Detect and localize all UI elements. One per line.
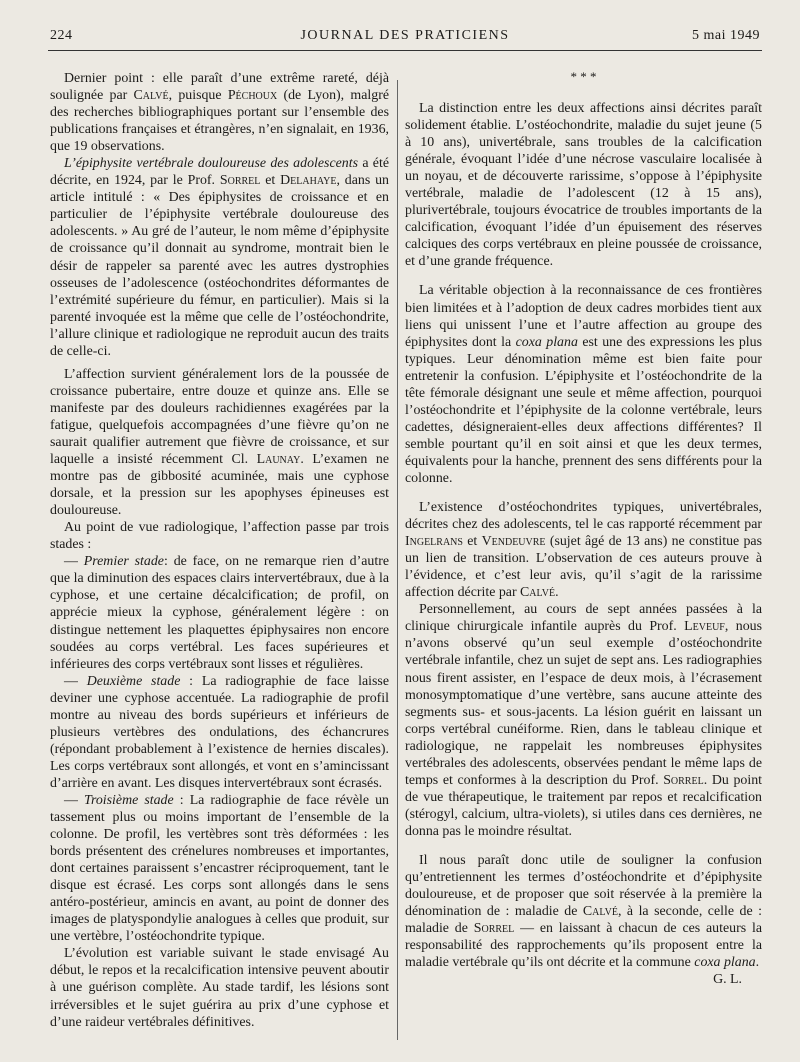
paragraph-rarity: Dernier point : elle paraît d’une extrême rareté, déjà soulignée par Calvé, puisque Péchoux (de Lyon), malgré des recherches bibliographiques portant sur l’ensemble des publications françaises et étrangères, n’en signalait, en 1936, que 19 observations. [50, 71, 389, 155]
issue-date: 5 mai 1949 [692, 28, 760, 43]
page-header [50, 28, 760, 50]
paragraph-evolution: L’évolution est variable suivant le stade envisagé Au début, le repos et la recalcification intensive peuvent aboutir à une guérison complète. Au stade tardif, les lésions sont irréversibles et le sujet guérira au prix d’une cyphose et d’une raideur vertébrales définitives. [50, 946, 389, 1030]
paragraph-stage-one: — Premier stade: de face, on ne remarque rien d’autre que la diminution des espaces clairs intervertébraux, due à la cyphose, et une certaine décalcification; de profil, on apprécie mieux la cyphose, généralement légère : on distingue nettement les plaquettes épiphysaires non encore soudées au corps vertébral. Les faces supérieures et inférieures des corps vertébraux sont lisses et régulières. [50, 554, 389, 672]
paragraph-stage-two: — Deuxième stade : La radiographie de face laisse deviner une cyphose accentuée. La radiographie de profil montre au niveau des bords supérieurs et inférieurs de plusieurs vertèbres des ondulations, des échancrures (répondant probablement à l’existence de hernies discales). Les corps vertébraux sont allongés, et vont en s’amincissant d’arrière en avant. Les disques intervertébraux sont écrasés. [50, 673, 389, 791]
paragraph-stage-three: — Troisième stade : La radiographie de face révèle un tassement plus ou moins important de l’ensemble de la colonne. De profil, les vertèbres sont très déformées : les bords présentent des crénelures nombreuses et importantes, dont certaines paraissent s’encastrer réciproquement, tant le disque est écrasé. Les corps sont allongés dans le sens antéro-postérieur, amincis en avant, au point de donner des images de platyspondylie analogues à celles que produit, sur une vertèbre, l’ostéochondrite typique. [50, 792, 389, 945]
paragraph-radiology-intro: Au point de vue radiologique, l’affection passe par trois stades : [50, 520, 389, 553]
paragraph-conclusion: Il nous paraît donc utile de souligner la confusion qu’entretiennent les termes d’ostéochondrite et d’épiphysite douloureuse, et de proposer que soit réservée à la première la dénomination de : maladie de Calvé, à la seconde, celle de : maladie de Sorrel — en laissant à chacun de ces auteurs la responsabilité des rapprochements qu’ils proposent entre la maladie vertébrale qu’ils ont décrite et la commune coxa plana. [405, 852, 762, 971]
paragraph-clinical: L’affection survient généralement lors de la poussée de croissance pubertaire, entre douze et quinze ans. Elle se manifeste par des douleurs rachidiennes exagérées par la fatigue, quelquefois accompagnées d’une fièvre qu’on ne saurait qualifier autrement que fièvre de croissance, et sur laquelle a insisté récemment Cl. Launay. L’examen ne montre pas de gibbosité acuminée, mais une cyphose dorsale, et la pression sur les apophyses épineuses est douloureuse. [50, 366, 389, 519]
paragraph-personal: Personnellement, au cours de sept années passées à la clinique chirurgicale infantile auprès du Prof. Leveuf, nous n’avons observé qu’un seul exemple d’ostéochondrite vertébrale infantile, chez un sujet de sept ans. Les radiographies nous firent assister, en l’espace de deux mois, à l’écrasement monosymptomatique d’une vertèbre, sans aucune atteinte des segments sus- et sous-jacents. La lésion guérit en laissant un corps vertébral cunéiforme. Rien, dans le tableau clinique et radiologique, ne rappelait les nombreuses épiphysites vertébrales des adolescents, observées pendant le même laps de temps et conformes à la description du Prof. Sorrel. Du point de vue thérapeutique, le traitement par repos et recalcification (stérogyl, calcium, ultra-violets), si utiles dans ces dernières, ne donna pas le moindre résultat. [405, 602, 763, 839]
left-column [50, 70, 389, 1031]
page-number: 224 [50, 28, 73, 43]
column-divider [397, 80, 398, 1040]
author-signature: G. L. [713, 972, 742, 988]
paragraph-epiphysite-definition: L’épiphysite vertébrale douloureuse des adolescents a été décrite, en 1924, par le Prof. Sorrel et Delahaye, dans un article intitulé : « Des épiphysites de croissance et en particulier de l’épiphysite vertébrale douloureuse des adolescents. » Au gré de l’auteur, le nom même d’épiphysite de croissance qu’il donnait au syndrome, montrait bien le désir de rappeler sa parenté avec les autres dystrophies osseuses de l’adolescence (ostéochondrites déformantes de l’extrémité supérieure du fémur, en particulier). Mais si la parenté invoquée est la même que celle de l’ostéochondrite, l’allure clinique et radiologique ne reproduit aucun des traits de celle-ci. [50, 156, 389, 359]
right-column [405, 70, 762, 988]
section-separator: * * * [570, 69, 597, 84]
paragraph-existence: L’existence d’ostéochondrites typiques, univertébrales, décrites chez des adolescents, tel le cas rapporté récemment par Ingelrans et Vendeuvre (sujet âgé de 13 ans) ne constitue pas un lien de transition. L’observation de ces auteurs prouve à l’évidence, et c’est leur avis, qu’il s’agit de la rarissime affection décrite par Calvé. [405, 500, 762, 601]
header-rule [48, 50, 762, 51]
paragraph-distinction: La distinction entre les deux affections ainsi décrites paraît solidement établie. L’ostéochondrite, maladie du sujet jeune (5 à 10 ans), univertébrale, sans troubles de la calcification générale, évoquant l’idée d’une nécrose vasculaire localisée à un noyau, et de découverte rarissime, s’oppose à l’épiphysite vertébrale, maladie de l’adolescent (12 à 15 ans), plurivertébrale, toujours évocatrice de troubles importants de la calcification, évoquant l’idée d’un épuisement des réserves calciques des corps vertébraux en pleine poussée de croissance, et d’une grande fréquence. [405, 101, 762, 270]
paragraph-objection: La véritable objection à la reconnaissance de ces frontières bien limitées et à l’adoption de deux cadres morbides tient aux liens qui unissent l’une et l’autre affection au groupe des épiphysites dont la coxa plana est une des expressions les plus typiques. Leur dénomination même est bien faite pour entretenir la confusion. L’épiphysite et l’ostéochondrite de la tête fémorale désignant une seule et même affection, pourquoi l’ostéochondrite et l’épiphysite de la colonne vertébrale, leurs cadettes, désigneraient-elles deux affections différentes? Il semble pourtant qu’il en soit ainsi et que les deux termes, équivalents pour la hanche, prennent des sens différents pour la colonne. [405, 283, 762, 486]
journal-title: JOURNAL DES PRATICIENS [300, 28, 510, 43]
